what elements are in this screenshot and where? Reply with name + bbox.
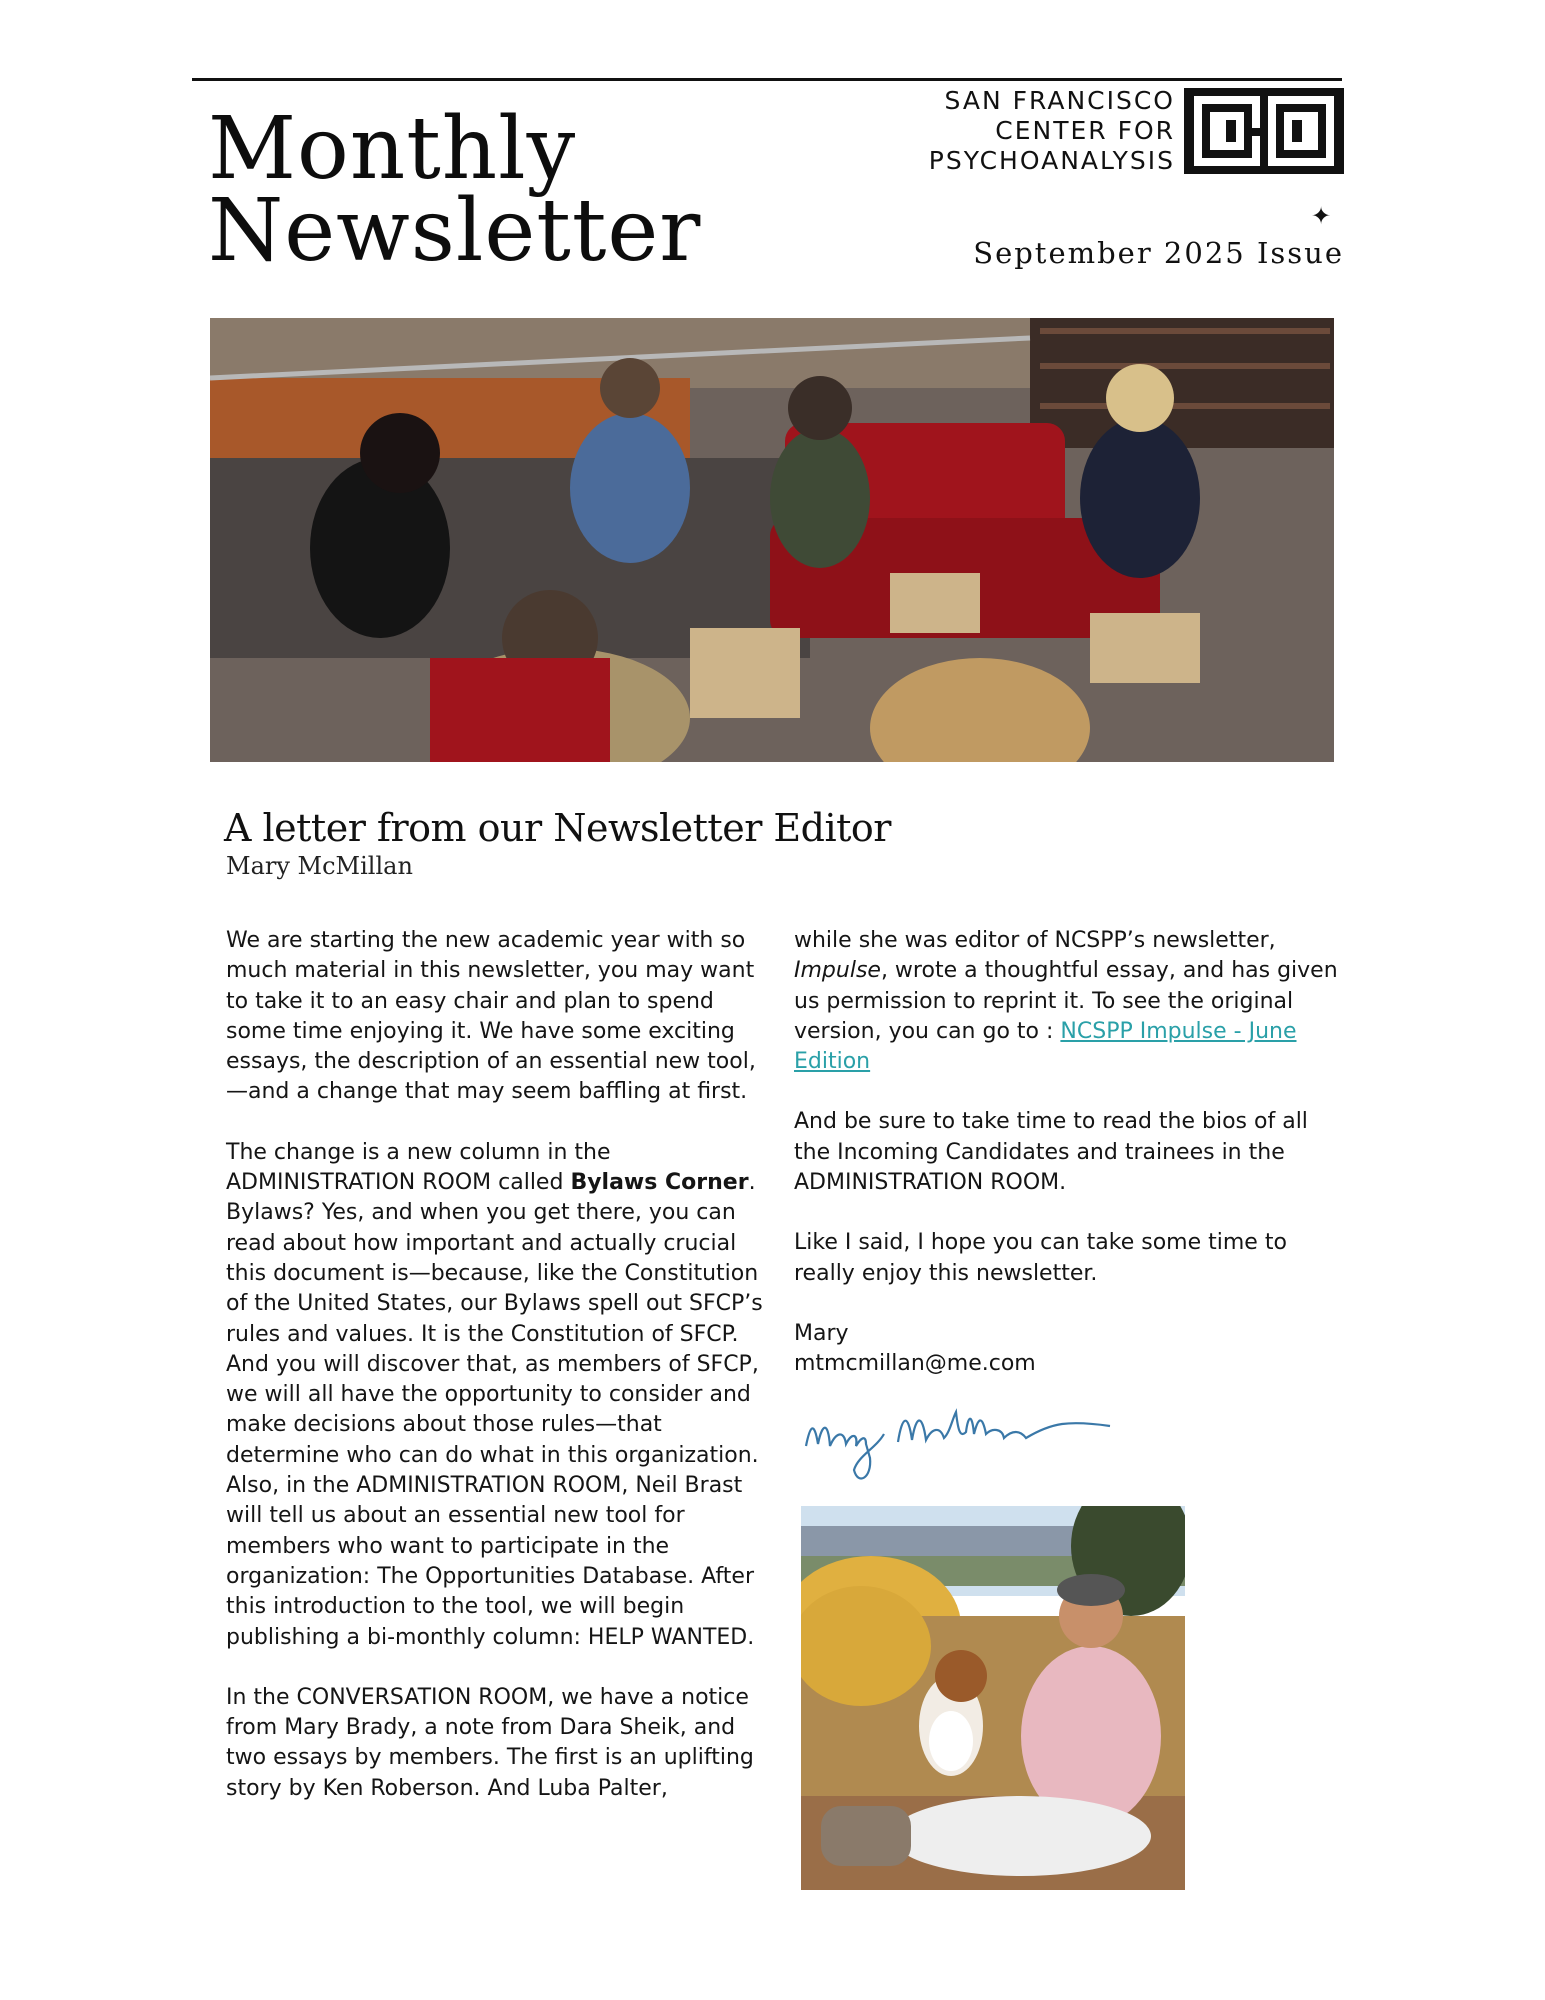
- paragraph-bios: And be sure to take time to read the bios of all the Incoming Candidates and trainees in the ADMINISTRATION ROOM.: [794, 1109, 1308, 1196]
- ncspp-impulse-link[interactable]: NCSPP Impulse - June Edition: [794, 1018, 1297, 1075]
- text-span: The change is a new column in the ADMINISTRATION ROOM called: [226, 1139, 611, 1196]
- letter-byline: Mary McMillan: [226, 852, 413, 880]
- signature: [800, 1386, 1126, 1490]
- letter-column-2: [794, 926, 1340, 1380]
- paragraph-bylaws: [226, 1138, 766, 1471]
- sfcp-logo-icon: [1184, 88, 1344, 174]
- org-line-1: SAN FRANCISCO: [944, 86, 1175, 115]
- impulse-italic: Impulse: [794, 958, 881, 984]
- letter-title: A letter from our Newsletter Editor: [224, 806, 891, 850]
- letter-column-1: [226, 926, 766, 1804]
- sparkle-icon: ✦: [1311, 202, 1332, 230]
- text-span: while she was editor of NCSPP’s newsletter,: [794, 928, 1276, 953]
- paragraph-impulse: [794, 926, 1340, 1077]
- sign-name: Mary: [794, 1320, 849, 1346]
- bylaws-corner-bold: Bylaws Corner: [570, 1170, 749, 1196]
- org-line-2: CENTER FOR: [995, 116, 1175, 145]
- title-line-2: Newsletter: [208, 181, 702, 281]
- issue-date: September 2025 Issue: [973, 236, 1344, 270]
- hero-photo: [210, 318, 1334, 762]
- text-span: , wrote a thoughtful essay, and has given us permission to reprint it. To see the original version, you can go to :: [794, 958, 1338, 1044]
- org-name: [905, 86, 1175, 176]
- paragraph-intro: We are starting the new academic year with so much material in this newsletter, you may want to take it to an easy chair and plan to spend some time enjoying it. We have some exciting essays, the description of an essential new tool, —and a change that may seem baffling at first.: [226, 928, 756, 1105]
- header-rule: [192, 78, 1342, 81]
- title-line-1: Monthly: [208, 99, 577, 199]
- paragraph-closing: Like I said, I hope you can take some time to really enjoy this newsletter.: [794, 1230, 1287, 1286]
- editor-photo: [801, 1506, 1185, 1890]
- org-line-3: PSYCHOANALYSIS: [928, 146, 1175, 175]
- paragraph-conversation: In the CONVERSATION ROOM, we have a notice from Mary Brady, a note from Dara Sheik, and two essays by members. The first is an uplifting story by Ken Roberson. And Luba Palter,: [226, 1684, 754, 1801]
- text-span: . Bylaws? Yes, and when you get there, you can read about how important and actually crucial this document is—because, like the Constitution of the United States, our Bylaws spell out SFCP’s rules and values. It is the Constitution of SFCP. And you will discover that, as members of SFCP, we will all have the opportunity to consider and make decisions about those rules—that determine who can do what in this organization.: [226, 1170, 763, 1468]
- paragraph-database: Also, in the ADMINISTRATION ROOM, Neil Brast will tell us about an essential new tool for members who want to participate in the organization: The Opportunities Database. After this introduction to the tool, we will begin publishing a bi-monthly column: HELP WANTED.: [226, 1473, 755, 1650]
- editor-email: mtmcmillan@me.com: [794, 1351, 1036, 1377]
- newsletter-title: [208, 99, 702, 281]
